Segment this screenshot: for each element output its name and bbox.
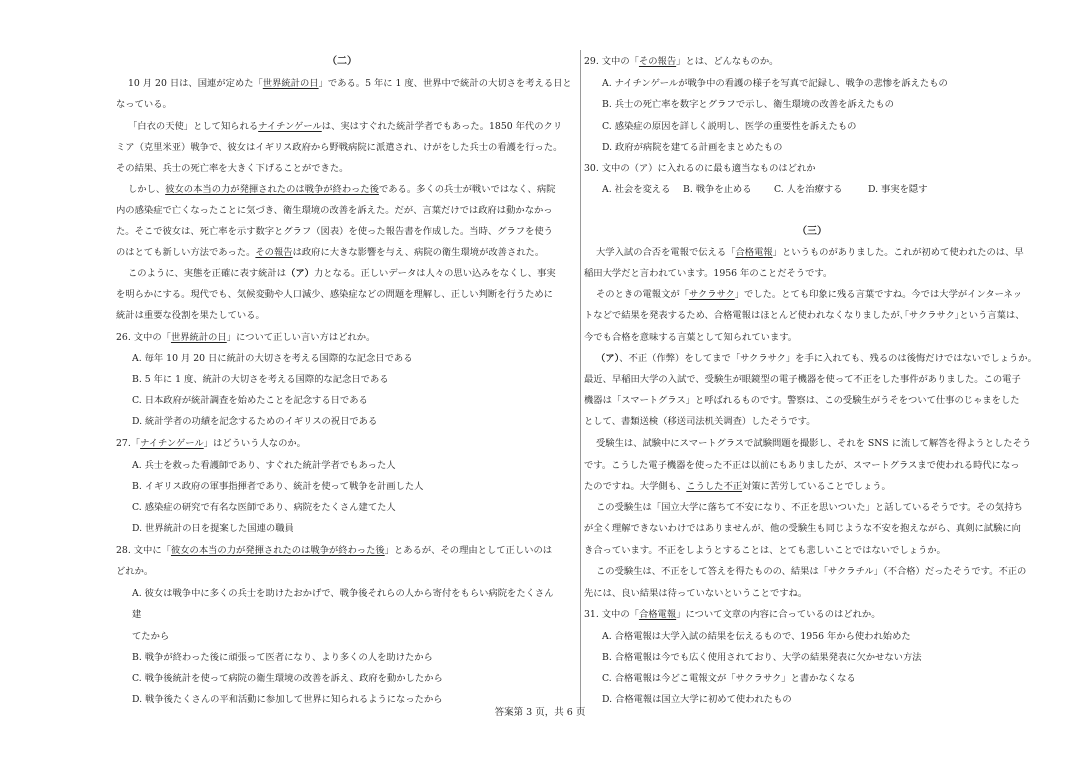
question-30-stem: 30. 文中の（ア）に入れるのに最も適当なものはどれか [584,163,816,174]
underlined-term: 彼女の本当の力が発揮されたのは戦争が終わった後 [165,184,379,195]
question-26-option-d: D. 統計学者の功績を記念するためのイギリスの祝日である [132,416,378,427]
question-28-stem-cont: どれか。 [116,566,154,577]
question-27-stem: 27.「ナイチンゲール」はどういう人なのか。 [116,438,306,449]
question-28-option-b: B. 戦争が終わった後に頑張って医者になり、より多くの人を助けたから [132,652,433,663]
passage-line: 機器は「スマートグラス」と呼ばれるものです。警察は、この受験生がうそをついて仕事のじゃまをした [584,395,1020,406]
question-29-stem: 29. 文中の「その報告」とは、どんなものか。 [584,56,779,67]
passage-line: ミア（克里米亚）戦争で、彼女はイギリス政府から野戦病院に派遣され、けがをした兵士の看護を行った。 [116,142,563,153]
question-28-stem: 28. 文中に「彼女の本当の力が発揮されたのは戦争が終わった後」とあるが、その理由として正しいのは [116,545,553,556]
passage-line: 内の感染症で亡くなったことに気づき、衛生環境の改善を訴えた。だが、言葉だけでは政府は動かなかっ [116,205,553,216]
question-31-option-d: D. 合格電報は国立大学に初めて使われたもの [602,694,792,705]
passage-line: き合っています。不正をしようとすることは、とても悲しいことではないでしょうか。 [584,545,946,556]
passage-line: この受験生は、不正をして答えを得たものの、結果は「サクラチル」（不合格）だったそうです。不正の [596,566,1027,577]
underlined-term: 彼女の本当の力が発揮されたのは戦争が終わった後 [170,545,385,556]
passage-line: この受験生は「国立大学に落ちて不安になり、不正を思いついた」と話しているそうです。その気持ち [596,502,1023,513]
question-31-stem: 31. 文中の「合格電報」について文章の内容に合っているのはどれか。 [584,609,881,620]
question-31-option-c: C. 合格電報は今どこ電報文が「サクラサク」と書かなくなる [602,673,856,684]
question-30-option-b: B. 戦争を止める [683,184,752,195]
underlined-term: 世界統計の日 [262,78,319,89]
question-29-option-c: C. 感染症の原因を詳しく説明し、医学の重要性を訴えたもの [602,121,857,132]
question-26-option-c: C. 日本政府が統計調査を始めたことを記念する日である [132,395,368,406]
passage-line: （ア）、不正（作弊）をしてまで「サクラサク」を手に入れても、残るのは後悔だけではないでしょうか。 [596,353,1037,364]
question-27-option-c: C. 感染症の研究で有名な医師であり、病院をたくさん建てた人 [132,502,396,513]
question-29-option-d: D. 政府が病院を建てる計画をまとめたもの [602,142,783,153]
question-27-option-d: D. 世界統計の日を提案した国連の職員 [132,523,294,534]
passage-line: しかし、彼女の本当の力が発揮されたのは戦争が終わった後である。多くの兵士が戦いではなく、病院 [128,184,556,195]
passage-line: 先には、良い結果は待っていないということですね。 [584,588,808,599]
passage-line: 最近、早稲田大学の入試で、受験生が眼鏡型の電子機器を使って不正をした事件がありました。この電子 [584,374,1021,385]
underlined-term: ナイチンゲール [258,121,322,132]
passage-line: このように、実態を正確に表す統計は（ア）力となる。正しいデータは人々の思い込みをなくし、事実 [128,268,556,279]
question-28-option-a: A. 彼女は戦争中に多くの兵士を助けたおかげで、戦争後それらの人から寄付をもらい病院をたくさん [132,588,554,599]
underlined-term: ナイチンゲール [140,438,204,449]
passage-line: が全く理解できないわけではありませんが、他の受験生も同じような不安を抱えながら、真剣に試験に向 [584,523,1021,534]
passage-line: を明らかにする。現代でも、気候変動や人口減少、感染症などの問題を理解し、正しい判断を行うために [116,289,553,300]
question-26-option-a: A. 毎年 10 月 20 日に統計の大切さを考える国際的な記念日である [132,353,413,364]
underlined-term: こうした不正 [686,481,743,492]
section-heading-3: （三） [797,226,827,237]
blank-marker: （ア） [596,353,620,364]
question-30-option-d: D. 事実を隠す [868,184,928,195]
passage-line: として、書類送検（移送司法机关调查）したそうです。 [584,416,816,427]
question-26-option-b: B. 5 年に 1 度、統計の大切さを考える国際的な記念日である [132,374,389,385]
question-29-option-a: A. ナイチンゲールが戦争中の看護の様子を写真で記録し、戦争の悲惨を訴えたもの [602,78,948,89]
passage-line: 10 月 20 日は、国連が定めた「世界統計の日」である。5 年に 1 度、世界中で統計の大切さを考える日と [128,78,572,89]
section-heading-2: （二） [327,56,357,67]
passage-line: 大学入試の合否を電報で伝える「合格電報」というものがありました。これが初めて使われたのは、早 [596,247,1024,258]
question-29-option-b: B. 兵士の死亡率を数字とグラフで示し、衛生環境の改善を訴えたもの [602,99,894,110]
question-28-option-a-cont: 建 [132,609,142,620]
underlined-term: 世界統計の日 [170,332,227,343]
underlined-term: 合格電報 [735,247,773,258]
column-divider [580,50,581,712]
page-footer: 答案第 3 页，共 6 页 [494,707,586,718]
question-27-option-b: B. イギリス政府の軍事指揮者であり、統計を使って戦争を計画した人 [132,481,424,492]
question-28-option-c: C. 戦争後統計を使って病院の衛生環境の改善を訴え、政府を動かしたから [132,673,443,684]
underlined-term: その報告 [255,247,293,258]
passage-line: のはとても新しい方法であった。その報告は政府に大きな影響を与え、病院の衛生環境が改善された。 [116,247,545,258]
passage-line: そのときの電報文が「サクラサク」でした。とても印象に残る言葉ですね。今では大学がインターネッ [596,289,1023,300]
question-30-option-c: C. 人を治療する [774,184,843,195]
question-27-option-a: A. 兵士を救った看護師であり、すぐれた統計学者でもあった人 [132,460,396,471]
passage-line: 今でも合格を意味する言葉として知られています。 [584,332,798,343]
passage-line: 「白衣の天使」として知られるナイチンゲールは、実はすぐれた統計学者でもあった。1850 年代のクリ [128,121,563,132]
passage-line: です。こうした電子機器を使った不正は以前にもありましたが、スマートグラスまで使われる時代になっ [584,460,1020,471]
question-26-stem: 26. 文中の「世界統計の日」について正しい言い方はどれか。 [116,332,376,343]
question-30-option-a: A. 社会を変える [602,184,671,195]
passage-line: その結果、兵士の死亡率を大きく下げることができた。 [116,163,349,174]
passage-line: なっている。 [116,99,172,110]
underlined-term: その報告 [638,56,677,67]
passage-line: 統計は重要な役割を果たしている。 [116,310,265,321]
passage-line: 受験生は、試験中にスマートグラスで試験問題を撮影し、それを SNS に流して解答を得ようとしたそう [596,438,1032,449]
question-28-option-d: D. 戦争後たくさんの平和活動に参加して世界に知られるようになったから [132,694,443,705]
question-31-option-a: A. 合格電報は大学入試の結果を伝えるもので、1956 年から使われ始めた [602,631,911,642]
passage-line: た。そこで彼女は、死亡率を示す数字とグラフ（図表）を使った報告書を作成した。当時、グラフを使う [116,226,553,237]
question-31-option-b: B. 合格電報は今でも広く使用されており、大学の結果発表に欠かせない方法 [602,652,922,663]
passage-line: 稲田大学だと言われています。1956 年のことだそうです。 [584,268,833,279]
question-28-option-a-cont: てたから [132,631,170,642]
underlined-term: 合格電報 [638,609,677,620]
blank-marker: （ア） [286,268,314,279]
passage-line: たのですね。大学側も、こうした不正対策に苦労していることでしょう。 [584,481,891,492]
underlined-term: サクラサク [688,289,735,300]
passage-line: トなどで結果を発表するため、合格電報はほとんど使われなくなりましたが､｢サクラサク｣という言葉は、 [584,310,1025,321]
